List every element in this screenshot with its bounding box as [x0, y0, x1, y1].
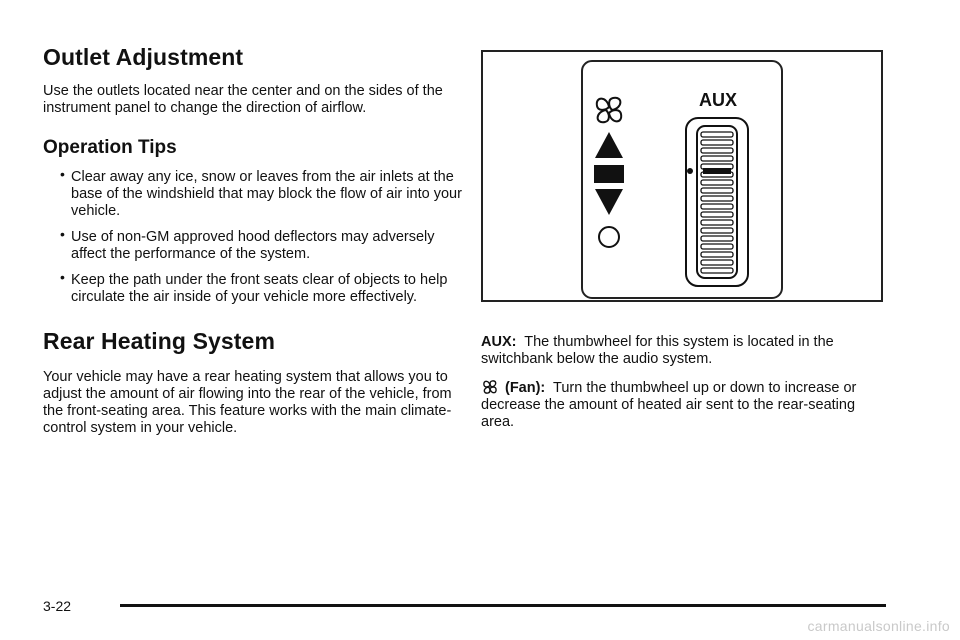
fan-term: (Fan): — [505, 380, 546, 396]
square-icon — [594, 165, 624, 183]
fan-text: Turn the thumbwheel up or down to increase or decrease the amount of heated air sent to the rear-seating area. — [481, 380, 857, 430]
fan-definition — [481, 378, 891, 431]
aux-term: AUX: — [481, 334, 517, 350]
thumbwheel[interactable] — [697, 126, 737, 278]
rear-heating-text: Your vehicle may have a rear heating system that allows you to adjust the amount of air flowing into the rear of the vehicle, from the front-seating area. This feature works with the main climate-control system in your vehicle. — [43, 369, 452, 436]
fan-icon — [481, 378, 499, 396]
tip-text: Keep the path under the front seats clear of objects to help circulate the air inside of your vehicle more effectively. — [71, 272, 448, 305]
aux-control-figure — [481, 50, 883, 302]
bullet-icon: • — [60, 226, 65, 242]
watermark: carmanualsonline.info — [807, 618, 950, 634]
tip-text: Clear away any ice, snow or leaves from the air inlets at the base of the windshield that may block the flow of air into your vehicle. — [71, 169, 462, 219]
rear-heating-heading: Rear Heating System — [43, 328, 275, 354]
indicator-dot — [687, 168, 693, 174]
page-number: 3-22 — [43, 598, 72, 614]
outlet-adjustment-text: Use the outlets located near the center and on the sides of the instrument panel to change the direction of airflow. — [43, 83, 443, 116]
footer-rule — [120, 604, 886, 607]
list-item — [43, 226, 463, 263]
tips-list — [43, 166, 463, 306]
aux-definition — [481, 334, 891, 368]
outlet-adjustment-heading: Outlet Adjustment — [43, 44, 244, 70]
bullet-icon: • — [60, 269, 65, 285]
tip-text: Use of non-GM approved hood deflectors may adversely affect the performance of the system. — [71, 229, 435, 262]
list-item — [43, 166, 463, 220]
list-item — [43, 269, 463, 306]
aux-label: AUX — [698, 90, 738, 110]
left-column — [43, 40, 463, 443]
bullet-icon: • — [60, 166, 65, 182]
right-column — [481, 50, 891, 441]
operation-tips-heading: Operation Tips — [43, 137, 177, 158]
indicator-mark — [703, 168, 731, 174]
aux-control-illustration — [483, 52, 885, 304]
aux-text: The thumbwheel for this system is located in the switchbank below the audio system. — [481, 334, 834, 367]
